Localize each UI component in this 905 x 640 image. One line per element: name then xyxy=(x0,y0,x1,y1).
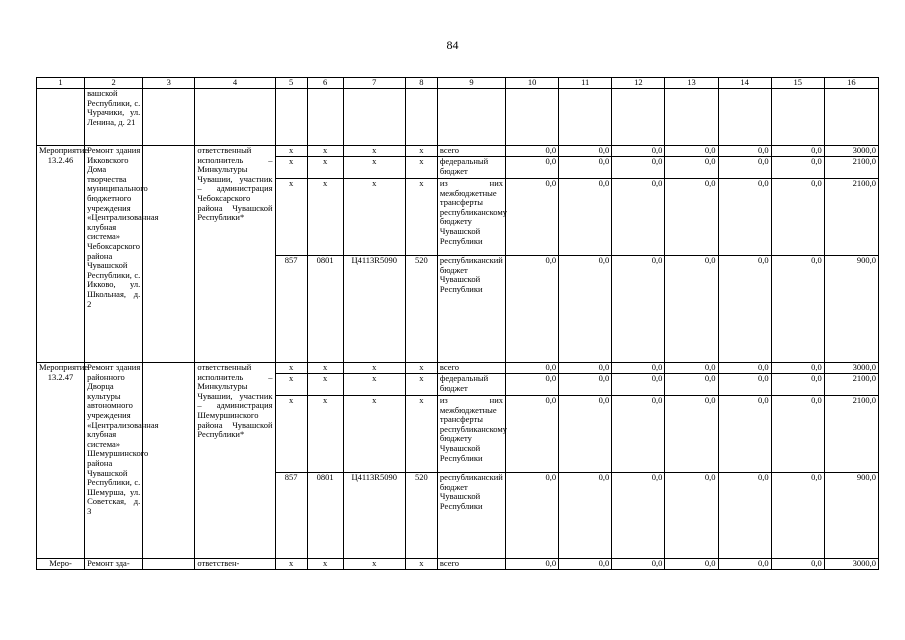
column-header: 12 xyxy=(612,78,665,89)
column-header: 3 xyxy=(143,78,195,89)
column-header: 2 xyxy=(85,78,143,89)
column-header: 9 xyxy=(437,78,505,89)
continuation-row xyxy=(37,89,879,146)
funding-source: всего xyxy=(437,363,505,374)
funding-source: федеральный бюджет xyxy=(437,157,505,179)
event-code: Меро- xyxy=(37,559,85,570)
column-header: 4 xyxy=(195,78,275,89)
column-header: 13 xyxy=(665,78,718,89)
column-header: 14 xyxy=(718,78,771,89)
column-header: 6 xyxy=(307,78,343,89)
event-executor: ответственный исполнитель – Минкультуры Чувашии, участник – администрация Чебоксарского района Чувашской Республики* xyxy=(195,146,275,363)
event-executor: ответственный исполнитель – Минкультуры Чувашии, участник – администрация Шемуршинского района Чувашской Республики* xyxy=(195,363,275,559)
table-row: 857 0801 Ц4113R5090 520 республиканский бюджет Чувашской Республики 0,0 0,0 0,0 0,0 0,0 0,0 900,0 xyxy=(37,256,879,363)
column-header: 7 xyxy=(343,78,405,89)
table-row: x x x x из них межбюджетные трансферты республиканскому бюджету Чувашской Республики 0,0 0,0 0,0 0,0 0,0 0,0 2100,0 xyxy=(37,179,879,256)
event-name: Ремонт здания Икковского Дома творчества муниципального бюджетного учреждения «Централизованная клубная система» Чебоксарского района Чувашской Республики, с. Икково, ул. Школьная, д. 2 xyxy=(85,146,143,363)
funding-source: республиканский бюджет Чувашской Республики xyxy=(437,256,505,363)
funding-source: всего xyxy=(437,559,505,570)
table-row: 857 0801 Ц4113R5090 520 республиканский бюджет Чувашской Республики 0,0 0,0 0,0 0,0 0,0 0,0 900,0 xyxy=(37,473,879,559)
column-header: 15 xyxy=(771,78,824,89)
funding-source: из них межбюджетные трансферты республиканскому бюджету Чувашской Республики xyxy=(437,396,505,473)
table-row: x x x x из них межбюджетные трансферты республиканскому бюджету Чувашской Республики 0,0 0,0 0,0 0,0 0,0 0,0 2100,0 xyxy=(37,396,879,473)
continuation-address: вашской Республики, с. Чурачики, ул. Ленина, д. 21 xyxy=(85,89,143,146)
column-header: 5 xyxy=(275,78,307,89)
event-code: Мероприятие 13.2.47 xyxy=(37,363,85,559)
column-header: 11 xyxy=(559,78,612,89)
event-executor: ответствен- xyxy=(195,559,275,570)
event-name: Ремонт зда- xyxy=(85,559,143,570)
funding-source: всего xyxy=(437,146,505,157)
event-name: Ремонт здания районного Дворца культуры автономного учреждения «Централизованная клубная система» Шемуршинского района Чувашской Республики, с. Шемурша, ул. Советская, д. 3 xyxy=(85,363,143,559)
page-number: 84 xyxy=(446,38,459,52)
table-row: Мероприятие 13.2.46 Ремонт здания Икковского Дома творчества муниципального бюджетного учреждения «Централизованная клубная система» Чебоксарского района Чувашской Республики, с. Икково, ул. Школьная, д. 2 ответственный исполнитель – Минкультуры Чувашии, участник – администрация Чебоксарского района Чувашской Республики* x x x x всего 0,0 0,0 0,0 0,0 0,0 0,0 3000,0 xyxy=(37,146,879,157)
funding-source: из них межбюджетные трансферты республиканскому бюджету Чувашской Республики xyxy=(437,179,505,256)
table-row: Мероприятие 13.2.47 Ремонт здания районного Дворца культуры автономного учреждения «Централизованная клубная система» Шемуршинского района Чувашской Республики, с. Шемурша, ул. Советская, д. 3 ответственный исполнитель – Минкультуры Чувашии, участник – администрация Шемуршинского района Чувашской Республики* x x x x всего 0,0 0,0 0,0 0,0 0,0 0,0 3000,0 xyxy=(37,363,879,374)
table-row: x x x x федеральный бюджет 0,0 0,0 0,0 0,0 0,0 0,0 2100,0 xyxy=(37,374,879,396)
column-header: 8 xyxy=(405,78,437,89)
column-header: 10 xyxy=(506,78,559,89)
partial-row: Меро- Ремонт зда- ответствен- x x x x всего 0,0 0,0 0,0 0,0 0,0 0,0 3000,0 xyxy=(37,559,879,570)
table-row: x x x x федеральный бюджет 0,0 0,0 0,0 0,0 0,0 0,0 2100,0 xyxy=(37,157,879,179)
funding-source: республиканский бюджет Чувашской Республики xyxy=(437,473,505,559)
event-code: Мероприятие 13.2.46 xyxy=(37,146,85,363)
budget-table xyxy=(36,77,879,570)
column-header: 16 xyxy=(824,78,878,89)
column-header: 1 xyxy=(37,78,85,89)
header-row xyxy=(37,78,879,89)
funding-source: федеральный бюджет xyxy=(437,374,505,396)
